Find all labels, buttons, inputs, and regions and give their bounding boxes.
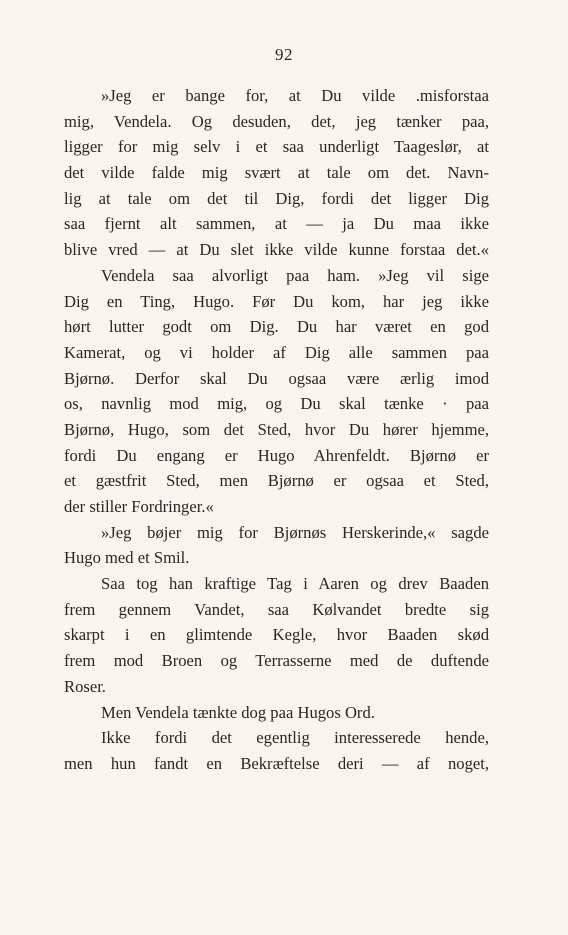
text-line: frem mod Broen og Terrasserne med de duftende <box>64 651 489 671</box>
text-line: det vilde falde mig svært at tale om det. Navn- <box>64 163 489 183</box>
text-line: Men Vendela tænkte dog paa Hugos Ord. <box>101 702 375 722</box>
text-line: Dig en Ting, Hugo. Før Du kom, har jeg ikke <box>64 291 489 311</box>
text-line: et gæstfrit Sted, men Bjørnø er ogsaa et Sted, <box>64 471 489 491</box>
text-line: Bjørnø. Derfor skal Du ogsaa være ærlig imod <box>64 368 489 388</box>
text-line: fordi Du engang er Hugo Ahrenfeldt. Bjørnø er <box>64 445 489 465</box>
text-line: »Jeg bøjer mig for Bjørnøs Herskerinde,« sagde <box>101 522 489 542</box>
text-line: lig at tale om det til Dig, fordi det ligger Dig <box>64 188 489 208</box>
body-text <box>64 83 489 777</box>
page-number: 92 <box>275 45 293 64</box>
text-line: hørt lutter godt om Dig. Du har været en god <box>64 317 489 337</box>
text-line: mig, Vendela. Og desuden, det, jeg tænker paa, <box>64 111 489 131</box>
text-line: Ikke fordi det egentlig interesserede hende, <box>101 728 489 748</box>
text-line: Hugo med et Smil. <box>64 548 190 568</box>
text-line: der stiller Fordringer.« <box>64 497 214 516</box>
text-line: os, navnlig mod mig, og Du skal tænke · paa <box>64 394 489 414</box>
text-line: blive vred — at Du slet ikke vilde kunne forstaa det.« <box>64 240 489 260</box>
text-line: Kamerat, og vi holder af Dig alle sammen paa <box>64 342 489 362</box>
text-line: Vendela saa alvorligt paa ham. »Jeg vil sige <box>101 265 489 285</box>
text-line: Bjørnø, Hugo, som det Sted, hvor Du hører hjemme, <box>64 419 489 439</box>
text-line: Roser. <box>64 676 106 696</box>
text-line: frem gennem Vandet, saa Kølvandet bredte sig <box>64 599 489 619</box>
text-line: ligger for mig selv i et saa underligt Taageslør, at <box>64 137 489 157</box>
text-line: »Jeg er bange for, at Du vilde .misforstaa <box>101 86 489 105</box>
text-line: men hun fandt en Bekræftelse deri — af noget, <box>64 753 489 773</box>
text-line: saa fjernt alt sammen, at — ja Du maa ikke <box>64 214 489 234</box>
text-line: Saa tog han kraftige Tag i Aaren og drev Baaden <box>101 574 489 594</box>
text-line: skarpt i en glimtende Kegle, hvor Baaden skød <box>64 625 489 645</box>
